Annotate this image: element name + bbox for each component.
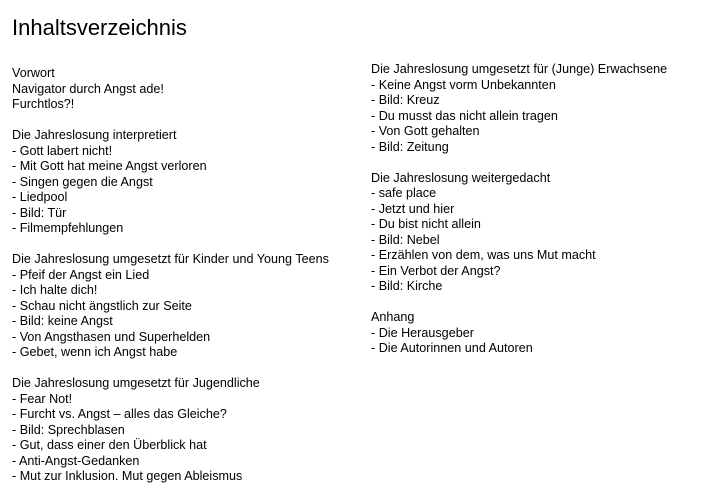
toc-section-heading[interactable]: Die Jahreslosung umgesetzt für Kinder und Young Teens xyxy=(12,252,329,266)
toc-entry[interactable]: - Mit Gott hat meine Angst verloren xyxy=(12,159,207,173)
toc-entry[interactable]: - Mut zur Inklusion. Mut gegen Ableismus xyxy=(12,469,243,483)
toc-entry[interactable]: - Singen gegen die Angst xyxy=(12,174,153,189)
toc-entry[interactable]: - Bild: Zeitung xyxy=(371,139,449,154)
toc-entry[interactable]: - Pfeif der Angst ein Lied xyxy=(12,267,150,282)
toc-section-intro xyxy=(12,66,364,113)
toc-entry[interactable]: - Ich halte dich! xyxy=(12,283,98,297)
toc-section-weitergedacht xyxy=(371,171,701,295)
toc-entry[interactable]: - Gott labert nicht! xyxy=(12,143,113,158)
toc-entry[interactable]: - Von Gott gehalten xyxy=(371,124,480,138)
toc-section-jugendliche xyxy=(12,376,364,485)
toc-entry[interactable]: - Furcht vs. Angst – alles das Gleiche? xyxy=(12,407,227,421)
toc-entry[interactable]: - Die Autorinnen und Autoren xyxy=(371,341,533,355)
toc-entry[interactable]: - Ein Verbot der Angst? xyxy=(371,263,501,278)
page-title: Inhaltsverzeichnis xyxy=(12,15,187,40)
toc-right-column xyxy=(371,62,701,372)
toc-entry[interactable]: - Gut, dass einer den Überblick hat xyxy=(12,438,207,452)
toc-entry[interactable]: - Liedpool xyxy=(12,190,68,204)
toc-entry[interactable]: - Schau nicht ängstlich zur Seite xyxy=(12,298,192,313)
toc-entry[interactable]: - Gebet, wenn ich Angst habe xyxy=(12,345,178,359)
toc-entry[interactable]: - safe place xyxy=(371,186,437,200)
toc-entry[interactable]: - Bild: Kirche xyxy=(371,279,443,293)
toc-entry[interactable]: - Jetzt und hier xyxy=(371,201,455,216)
toc-entry[interactable]: Furchtlos?! xyxy=(12,97,75,111)
toc-entry[interactable]: - Anti-Angst-Gedanken xyxy=(12,453,140,468)
toc-entry[interactable]: - Fear Not! xyxy=(12,391,73,406)
toc-entry[interactable]: - Keine Angst vorm Unbekannten xyxy=(371,77,556,92)
toc-entry[interactable]: - Die Herausgeber xyxy=(371,325,474,340)
toc-section-heading[interactable]: Anhang xyxy=(371,310,415,324)
toc-entry[interactable]: - Du musst das nicht allein tragen xyxy=(371,108,558,123)
toc-entry[interactable]: - Bild: Nebel xyxy=(371,232,440,247)
toc-entry[interactable]: - Bild: Kreuz xyxy=(371,93,440,107)
toc-section-heading[interactable]: Die Jahreslosung interpretiert xyxy=(12,128,177,142)
toc-entry[interactable]: Navigator durch Angst ade! xyxy=(12,81,164,96)
toc-section-anhang xyxy=(371,310,701,357)
toc-section-heading[interactable]: Die Jahreslosung umgesetzt für Jugendliche xyxy=(12,376,260,390)
toc-entry[interactable]: - Bild: keine Angst xyxy=(12,314,113,328)
toc-section-interpretiert xyxy=(12,128,364,237)
toc-entry[interactable]: - Erzählen von dem, was uns Mut macht xyxy=(371,248,596,262)
toc-section-heading[interactable]: Die Jahreslosung weitergedacht xyxy=(371,170,551,185)
toc-entry[interactable]: Vorwort xyxy=(12,66,55,80)
toc-entry[interactable]: - Filmempfehlungen xyxy=(12,221,124,235)
toc-left-column xyxy=(12,66,364,500)
toc-section-heading[interactable]: Die Jahreslosung umgesetzt für (Junge) Erwachsene xyxy=(371,62,668,76)
toc-entry[interactable]: - Bild: Sprechblasen xyxy=(12,422,125,437)
toc-entry[interactable]: - Von Angsthasen und Superhelden xyxy=(12,329,211,344)
toc-entry[interactable]: - Bild: Tür xyxy=(12,205,67,220)
toc-section-erwachsene xyxy=(371,62,701,155)
toc-section-kinder xyxy=(12,252,364,361)
toc-entry[interactable]: - Du bist nicht allein xyxy=(371,217,481,231)
